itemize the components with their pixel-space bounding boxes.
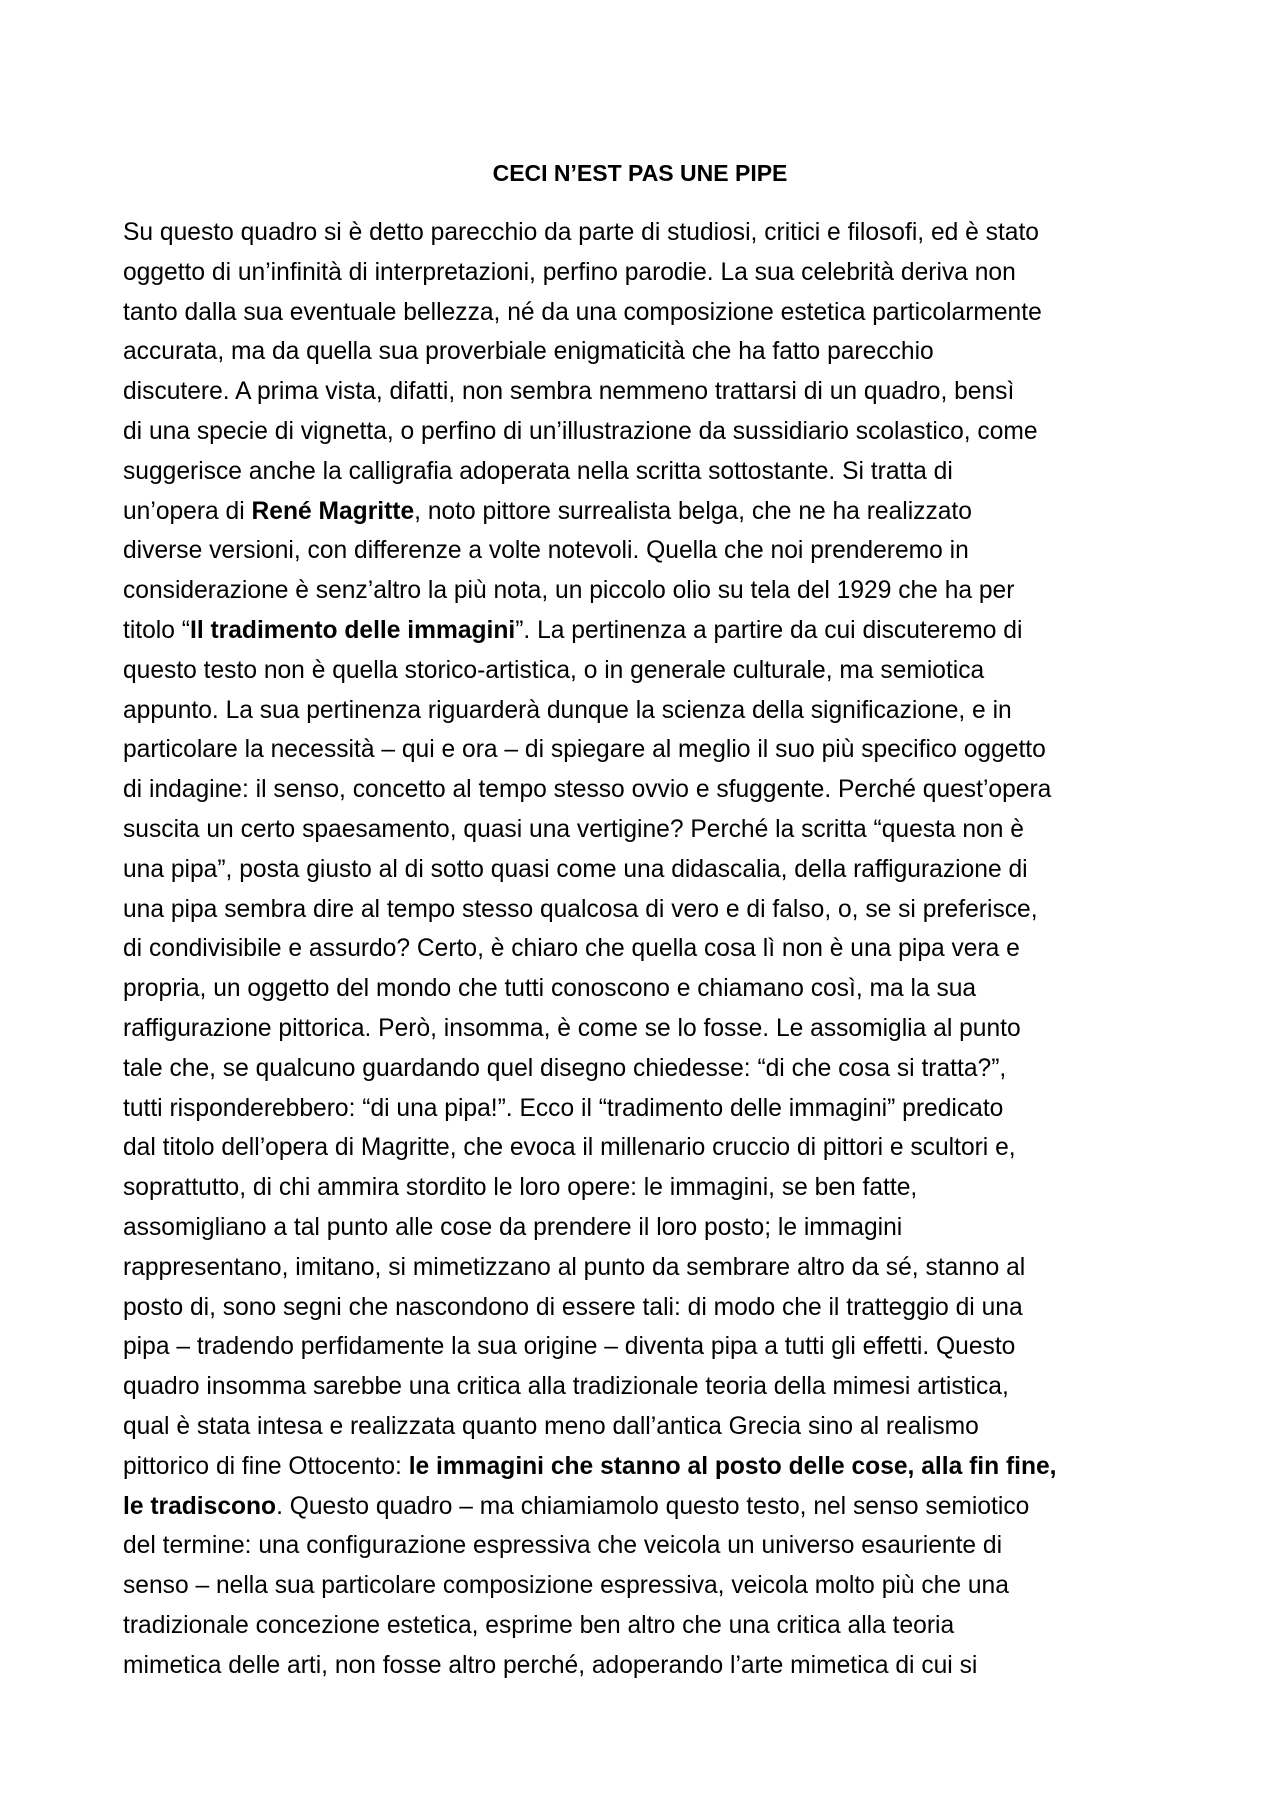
text-line — [123, 1248, 1163, 1288]
text-line — [123, 1646, 1163, 1686]
text-line — [123, 571, 1163, 611]
text-segment: tanto dalla sua eventuale bellezza, né da una composizione estetica particolarmente — [123, 298, 1042, 326]
text-line — [123, 1327, 1163, 1367]
text-line — [123, 1407, 1163, 1447]
text-segment: oggetto di un’infinità di interpretazioni, perfino parodie. La sua celebrità deriva non — [123, 258, 1016, 286]
text-segment: assomigliano a tal punto alle cose da prendere il loro posto; le immagini — [123, 1213, 903, 1241]
text-line — [123, 1168, 1163, 1208]
bold-text: Il tradimento delle immagini — [189, 616, 516, 644]
text-line — [123, 1128, 1163, 1168]
text-line — [123, 492, 1163, 532]
text-line — [123, 850, 1163, 890]
bold-text: René Magritte — [251, 497, 415, 525]
text-segment: dal titolo dell’opera di Magritte, che evoca il millenario cruccio di pittori e scultori e, — [123, 1134, 1016, 1162]
text-segment: senso – nella sua particolare composizione espressiva, veicola molto più che una — [123, 1572, 1009, 1600]
text-line — [123, 531, 1163, 571]
text-line — [123, 293, 1163, 333]
text-segment: soprattutto, di chi ammira stordito le loro opere: le immagini, se ben fatte, — [123, 1174, 918, 1202]
text-line — [123, 929, 1163, 969]
text-segment: suscita un certo spaesamento, quasi una vertigine? Perché la scritta “questa non è — [123, 815, 1024, 843]
text-line — [123, 691, 1163, 731]
text-line — [123, 651, 1163, 691]
text-line — [123, 730, 1163, 770]
text-segment: qual è stata intesa e realizzata quanto meno dall’antica Grecia sino al realismo — [123, 1412, 979, 1440]
text-segment: del termine: una configurazione espressiva che veicola un universo esauriente di — [123, 1532, 1003, 1560]
bold-text: le tradiscono — [123, 1492, 277, 1520]
page-title: CECI N’EST PAS UNE PIPE — [492, 160, 788, 186]
text-line — [123, 372, 1163, 412]
text-line — [123, 332, 1163, 372]
text-segment: propria, un oggetto del mondo che tutti conoscono e chiamano così, ma la sua — [123, 975, 977, 1003]
text-line — [123, 770, 1163, 810]
text-segment: posto di, sono segni che nascondono di essere tali: di modo che il tratteggio di una — [123, 1293, 1023, 1321]
text-line — [123, 1089, 1163, 1129]
text-segment: pipa – tradendo perfidamente la sua origine – diventa pipa a tutti gli effetti. Questo — [123, 1333, 1016, 1361]
text-line — [123, 1009, 1163, 1049]
text-line — [123, 253, 1163, 293]
text-segment: accurata, ma da quella sua proverbiale enigmaticità che ha fatto parecchio — [123, 338, 934, 366]
text-line — [123, 1208, 1163, 1248]
text-segment: una pipa sembra dire al tempo stesso qualcosa di vero e di falso, o, se si preferisce, — [123, 895, 1038, 923]
text-segment: diverse versioni, con differenze a volte notevoli. Quella che noi prenderemo in — [123, 537, 969, 565]
text-line — [123, 810, 1163, 850]
body-paragraph — [123, 213, 1163, 1685]
text-line — [123, 1049, 1163, 1089]
text-segment: pittorico di fine Ottocento: — [123, 1452, 409, 1480]
text-segment: titolo “ — [123, 616, 190, 644]
text-segment: appunto. La sua pertinenza riguarderà dunque la scienza della significazione, e in — [123, 696, 1012, 724]
text-line — [123, 890, 1163, 930]
text-segment: , noto pittore surrealista belga, che ne ha realizzato — [414, 497, 972, 525]
text-segment: un’opera di — [123, 497, 252, 525]
text-line — [123, 412, 1163, 452]
text-segment: di condivisibile e assurdo? Certo, è chiaro che quella cosa lì non è una pipa vera e — [123, 935, 1020, 963]
text-segment: di indagine: il senso, concetto al tempo stesso ovvio e sfuggente. Perché quest’opera — [123, 776, 1052, 804]
text-segment: suggerisce anche la calligrafia adoperata nella scritta sottostante. Si tratta di — [123, 457, 953, 485]
text-line — [123, 969, 1163, 1009]
text-segment: di una specie di vignetta, o perfino di un’illustrazione da sussidiario scolastico, come — [123, 417, 1038, 445]
text-segment: discutere. A prima vista, difatti, non sembra nemmeno trattarsi di un quadro, bensì — [123, 378, 1015, 406]
text-segment: questo testo non è quella storico-artistica, o in generale culturale, ma semiotica — [123, 656, 985, 684]
text-segment: mimetica delle arti, non fosse altro perché, adoperando l’arte mimetica di cui si — [123, 1651, 978, 1679]
text-segment: tutti risponderebbero: “di una pipa!”. Ecco il “tradimento delle immagini” predicato — [123, 1094, 1004, 1122]
text-segment: quadro insomma sarebbe una critica alla tradizionale teoria della mimesi artistica, — [123, 1373, 1009, 1401]
text-line — [123, 1447, 1163, 1487]
text-segment: Su questo quadro si è detto parecchio da parte di studiosi, critici e filosofi, ed è stato — [123, 219, 1039, 246]
text-line — [123, 1606, 1163, 1646]
bold-text: le immagini che stanno al posto delle cose, alla fin fine, — [408, 1452, 1057, 1480]
text-line — [123, 1566, 1163, 1606]
text-segment: tradizionale concezione estetica, esprime ben altro che una critica alla teoria — [123, 1611, 955, 1639]
text-segment: ”. La pertinenza a partire da cui discuteremo di — [515, 616, 1023, 644]
text-line — [123, 1367, 1163, 1407]
text-line — [123, 611, 1163, 651]
text-segment: raffigurazione pittorica. Però, insomma, è come se lo fosse. Le assomiglia al punto — [123, 1014, 1021, 1042]
text-line — [123, 213, 1163, 253]
text-segment: una pipa”, posta giusto al di sotto quasi come una didascalia, della raffigurazione di — [123, 855, 1028, 883]
text-segment: . Questo quadro – ma chiamiamolo questo testo, nel senso semiotico — [276, 1492, 1030, 1520]
text-segment: tale che, se qualcuno guardando quel disegno chiedesse: “di che cosa si tratta?”, — [123, 1054, 1007, 1082]
text-line — [123, 1288, 1163, 1328]
text-line — [123, 1526, 1163, 1566]
text-line — [123, 452, 1163, 492]
text-segment: rappresentano, imitano, si mimetizzano al punto da sembrare altro da sé, stanno al — [123, 1253, 1026, 1281]
text-segment: particolare la necessità – qui e ora – di spiegare al meglio il suo più specifico oggetto — [123, 736, 1046, 764]
text-line — [123, 1487, 1163, 1527]
text-segment: considerazione è senz’altro la più nota, un piccolo olio su tela del 1929 che ha per — [123, 577, 1015, 605]
